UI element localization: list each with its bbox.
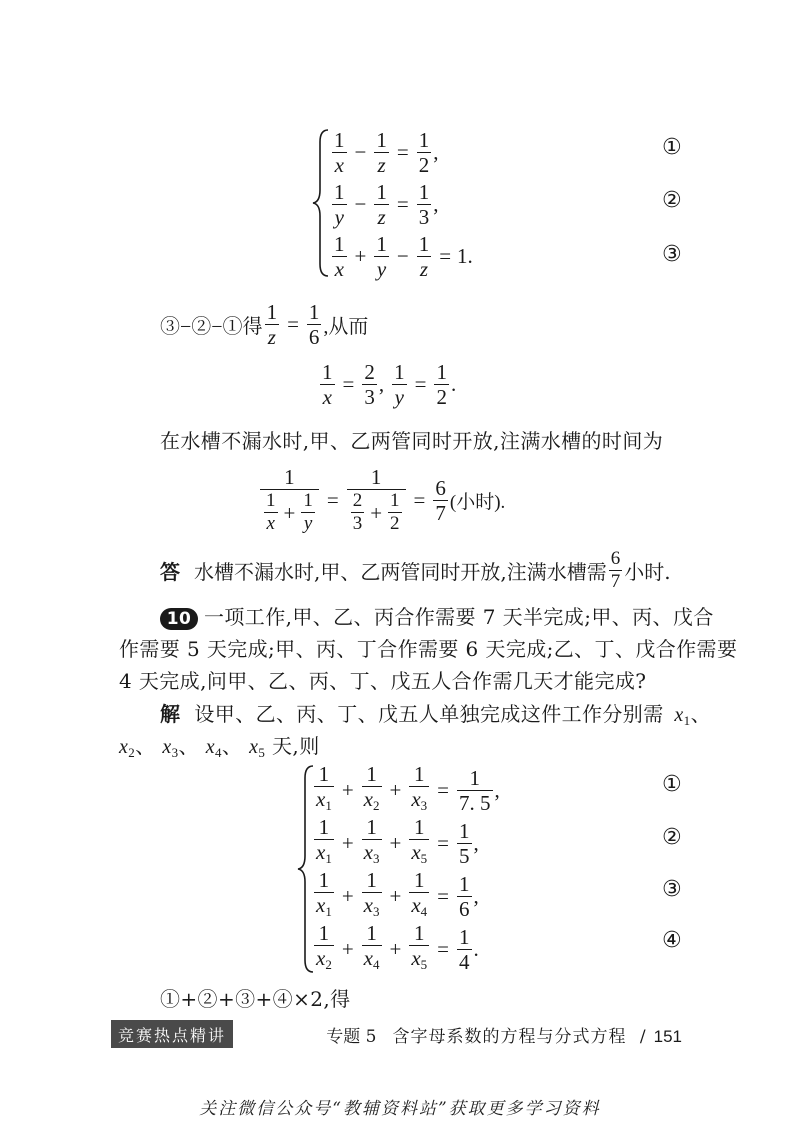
- equation-tag-s2-4: ④: [662, 928, 682, 953]
- system2-eq4: $\frac{1}{x_2}$ + $\frac{1}{x_4}$ + $\frac{1}{x_5}$ = $\frac{1}{4}$ .: [316, 921, 479, 974]
- equation-tag-1: ①: [662, 135, 682, 160]
- solution-line2: $x_2$、 $x_3$、 $x_4$、 $x_5$ 天,则: [119, 734, 320, 760]
- running-footer: 专题 5 含字母系数的方程与分式方程 / 151: [326, 1027, 682, 1047]
- step1-line: ③−②−①得 $\frac{1}{z}$ = $\frac{1}{6}$ ,从而: [160, 300, 369, 349]
- problem-number-badge: 10: [160, 608, 198, 630]
- step2-line: ①+②+③+④×2,得: [160, 987, 351, 1011]
- answer-line: 答 水槽不漏水时,甲、乙两管同时开放,注满水槽需 $\frac{6}{7}$ 小时.: [160, 548, 671, 592]
- equation-tag-s2-1: ①: [662, 772, 682, 797]
- watermark-text: 关注微信公众号“教辅资料站”获取更多学习资料: [199, 1099, 601, 1119]
- equation-tag-3: ③: [662, 242, 682, 267]
- problem10-line2: 作需要 5 天完成;甲、丙、丁合作需要 6 天完成;乙、丁、戊合作需要: [119, 637, 738, 661]
- system2-eq2: $\frac{1}{x_1}$ + $\frac{1}{x_3}$ + $\frac{1}{x_5}$ = $\frac{1}{5}$ ,: [316, 815, 479, 868]
- page-number: 151: [653, 1027, 682, 1046]
- system1-eq2: $\frac{1}{y}$ − $\frac{1}{z}$ = $\frac{1}{3}$ ,: [334, 180, 439, 229]
- equation-tag-s2-3: ③: [662, 877, 682, 902]
- problem10-line3: 4 天完成,问甲、乙、丙、丁、戊五人合作需几天才能完成?: [119, 669, 647, 693]
- left-brace: [310, 128, 332, 278]
- problem10-line1: 10 一项工作,甲、乙、丙合作需要 7 天半完成;甲、丙、戊合: [160, 601, 714, 630]
- solution-line1: 解 设甲、乙、丙、丁、戊五人单独完成这件工作分别需 $x_1$、: [160, 702, 711, 728]
- system1-eq1: $\frac{1}{x}$ − $\frac{1}{z}$ = $\frac{1}{2}$ ,: [334, 128, 439, 177]
- system1-eq3: $\frac{1}{x}$ + $\frac{1}{y}$ − $\frac{1}{z}$ = 1.: [334, 232, 473, 281]
- equation-tag-2: ②: [662, 188, 682, 213]
- system2-eq3: $\frac{1}{x_1}$ + $\frac{1}{x_3}$ + $\frac{1}{x_4}$ = $\frac{1}{6}$ ,: [316, 868, 479, 921]
- paragraph-1: 在水槽不漏水时,甲、乙两管同时开放,注满水槽的时间为: [160, 429, 664, 453]
- section-label-box: 竞赛热点精讲: [111, 1020, 233, 1048]
- result1-line: $\frac{1}{x}$ = $\frac{2}{3}$ , $\frac{1}{y}$ = $\frac{1}{2}$ .: [322, 360, 457, 409]
- system2-eq1: $\frac{1}{x_1}$ + $\frac{1}{x_2}$ + $\frac{1}{x_3}$ = $\frac{1}{7. 5}$ ,: [316, 762, 500, 815]
- equation-tag-s2-2: ②: [662, 825, 682, 850]
- calc-line: 1 $\frac{1}{x}$ + $\frac{1}{y}$ = 1 $\frac{2}{3}$ + $\frac{1}{2}$ = $\frac{6}{7}$ (小时).: [258, 465, 505, 535]
